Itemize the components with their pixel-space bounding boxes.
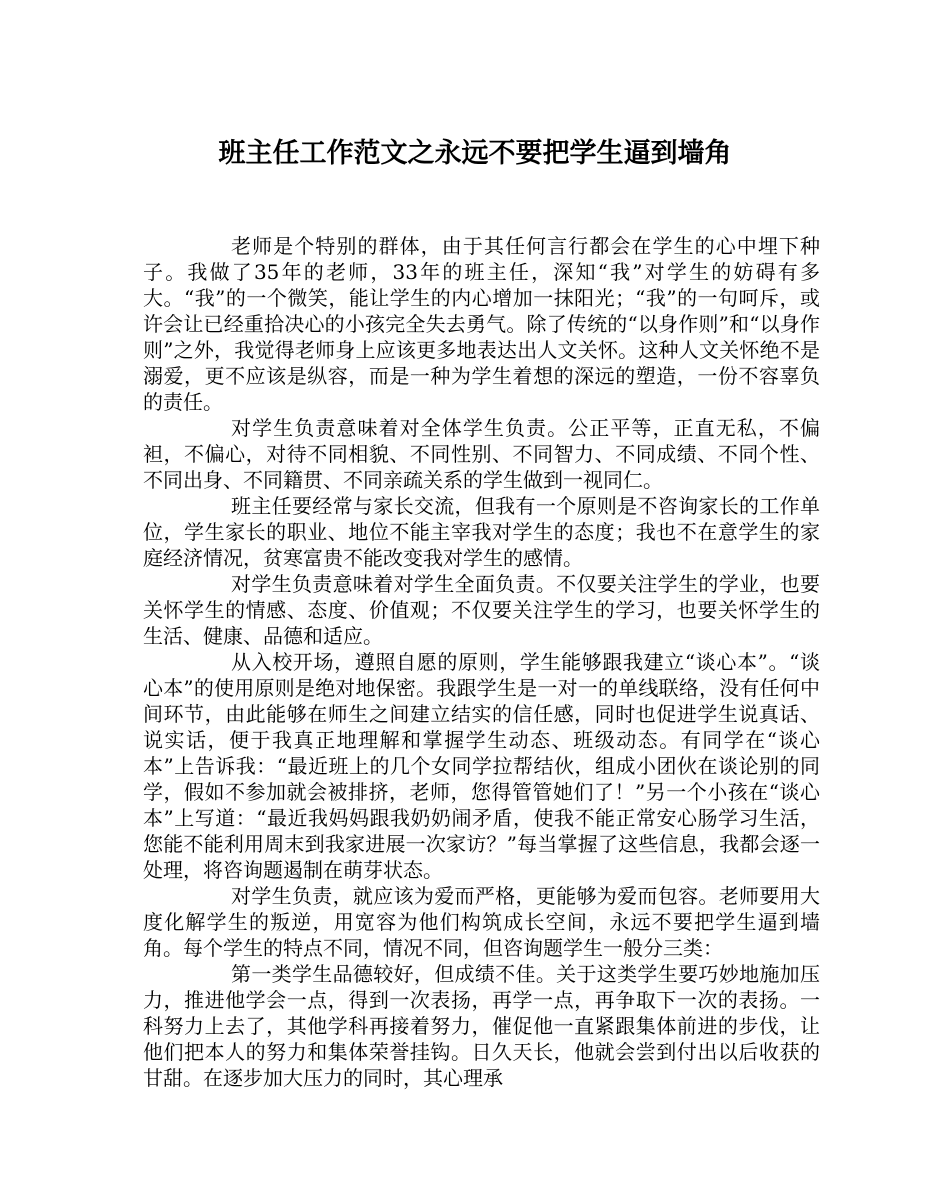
document-body — [143, 233, 820, 1091]
paragraph-3: 班主任要经常与家长交流，但我有一个原则是不咨询家长的工作单位，学生家长的职业、地位不能主宰我对学生的态度；我也不在意学生的家庭经济情况，贫寒富贵不能改变我对学生的感情。 — [143, 494, 820, 570]
paragraph-4: 对学生负责意味着对学生全面负责。不仅要关注学生的学业，也要关怀学生的情感、态度、价值观；不仅要关注学生的学习，也要关怀学生的生活、健康、品德和适应。 — [143, 572, 820, 648]
paragraph-2: 对学生负责意味着对全体学生负责。公正平等，正直无私，不偏袒，不偏心，对待不同相貌、不同性别、不同智力、不同成绩、不同个性、不同出身、不同籍贯、不同亲疏关系的学生做到一视同仁。 — [143, 416, 820, 492]
paragraph-1: 老师是个特别的群体，由于其任何言行都会在学生的心中埋下种子。我做了35年的老师，33年的班主任，深知“我”对学生的妨碍有多大。“我”的一个微笑，能让学生的内心增加一抹阳光；“我”的一句呵斥，或许会让已经重拾决心的小孩完全失去勇气。除了传统的“以身作则”和“以身作则”之外，我觉得老师身上应该更多地表达出人文关怀。这种人文关怀绝不是溺爱，更不应该是纵容，而是一种为学生着想的深远的塑造，一份不容辜负的责任。 — [143, 234, 820, 414]
paragraph-6: 对学生负责，就应该为爱而严格，更能够为爱而包容。老师要用大度化解学生的叛逆，用宽容为他们构筑成长空间，永远不要把学生逼到墙角。每个学生的特点不同，情况不同，但咨询题学生一般分三类： — [143, 884, 820, 960]
paragraph-7: 第一类学生品德较好，但成绩不佳。关于这类学生要巧妙地施加压力，推进他学会一点，得到一次表扬，再学一点，再争取下一次的表扬。一科努力上去了，其他学科再接着努力，催促他一直紧跟集体前进的步伐，让他们把本人的努力和集体荣誉挂钩。日久天长，他就会尝到付出以后收获的甘甜。在逐步加大压力的同时，其心理承 — [143, 962, 820, 1090]
document-title: 班主任工作范文之永远不要把学生逼到墙角 — [218, 138, 732, 169]
paragraph-5: 从入校开场，遵照自愿的原则，学生能够跟我建立“谈心本”。“谈心本”的使用原则是绝对地保密。我跟学生是一对一的单线联络，没有任何中间环节，由此能够在师生之间建立结实的信任感，同时也促进学生说真话、说实话，便于我真正地理解和掌握学生动态、班级动态。有同学在“谈心本”上告诉我：“最近班上的几个女同学拉帮结伙，组成小团伙在谈论别的同学，假如不参加就会被排挤，老师，您得管管她们了！”另一个小孩在“谈心本”上写道：“最近我妈妈跟我奶奶闹矛盾，使我不能正常安心肠学习生活，您能不能利用周末到我家进展一次家访？”每当掌握了这些信息，我都会逐一处理，将咨询题遏制在萌芽状态。 — [143, 650, 820, 882]
